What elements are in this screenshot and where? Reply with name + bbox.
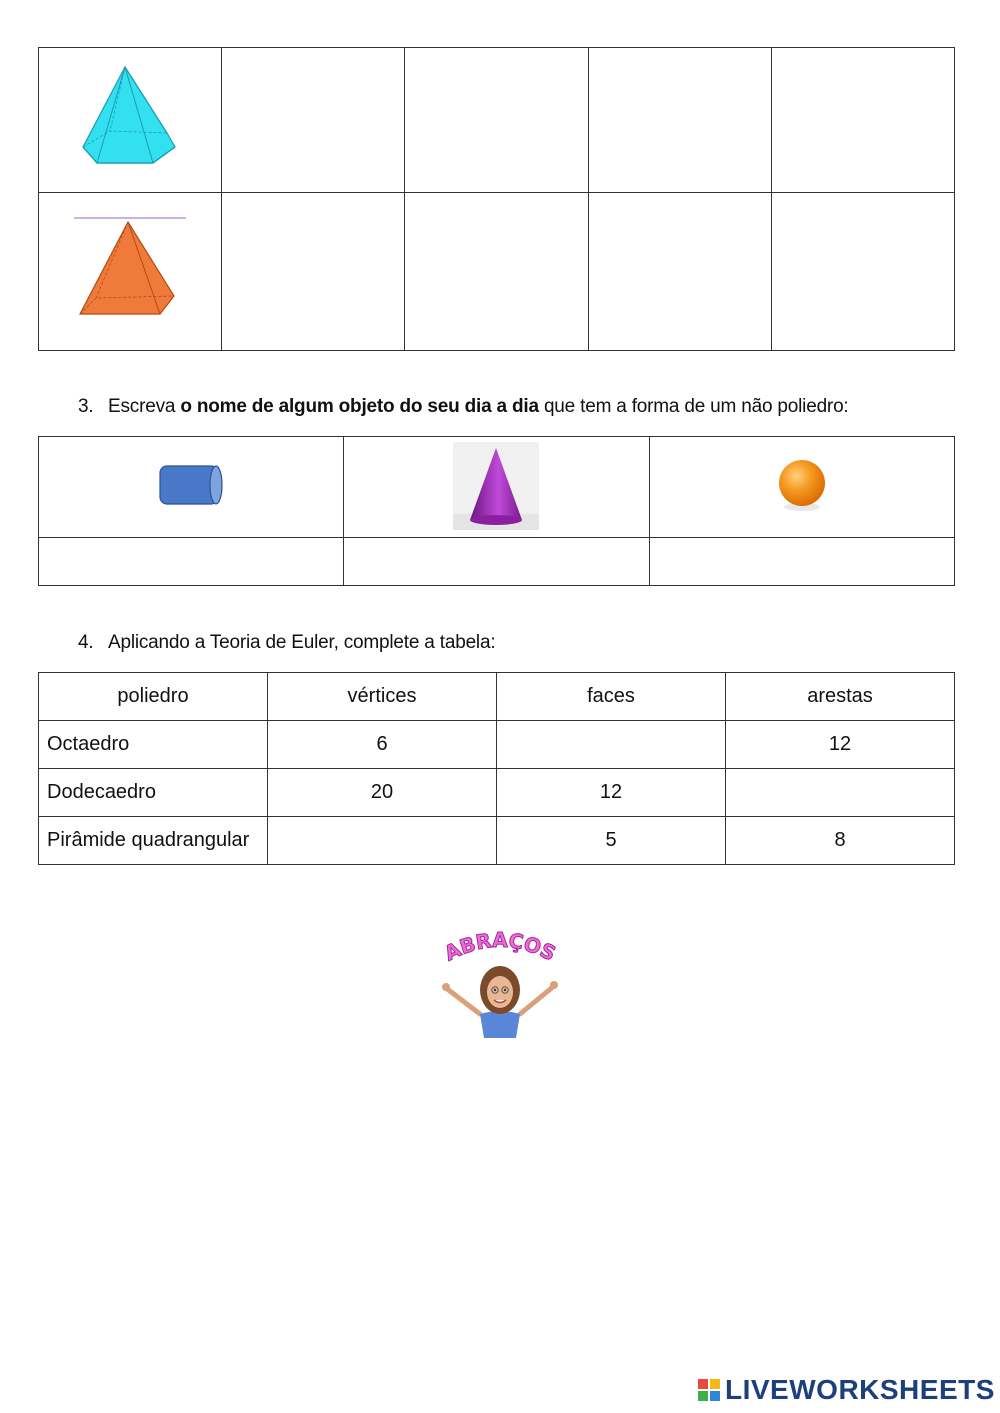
question-number: 4. [78,632,94,653]
sphere-icon [772,455,832,515]
square-pyramid-cell [39,193,222,351]
question-text-bold: o nome de algum objeto do seu dia a dia [180,396,539,417]
polyhedron-name: Octaedro [39,721,268,769]
mascot-icon [436,930,564,1042]
table-header-row [39,673,955,721]
hexagonal-pyramid-icon [75,63,185,173]
mascot-image [436,930,564,1047]
answer-cell[interactable] [771,48,954,193]
table-row [39,193,955,351]
liveworksheets-logo-icon [697,1378,721,1402]
liveworksheets-logo [697,1374,995,1406]
question-text-before: Escreva [108,396,181,417]
answer-cell[interactable] [39,538,344,586]
polyhedron-name: Pirâmide quadrangular [39,817,268,865]
vertices-cell[interactable] [268,817,497,865]
answer-cell[interactable] [222,193,405,351]
answer-cell[interactable] [588,48,771,193]
answer-cell[interactable] [344,538,649,586]
euler-table [38,672,955,865]
svg-text:ABRAÇOS [440,930,559,966]
faces-cell: 12 [497,769,726,817]
cone-icon [453,442,539,530]
table-row [39,721,955,769]
question-4 [78,632,495,654]
header-faces: faces [497,673,726,721]
vertices-cell: 20 [268,769,497,817]
vertices-cell: 6 [268,721,497,769]
answer-cell[interactable] [588,193,771,351]
header-arestas: arestas [726,673,955,721]
non-polyhedra-table [38,436,955,586]
faces-cell: 5 [497,817,726,865]
table-row [39,437,955,538]
cone-cell [344,437,649,538]
header-vertices: vértices [268,673,497,721]
faces-cell[interactable] [497,721,726,769]
edges-cell: 12 [726,721,955,769]
cylinder-cell [39,437,344,538]
square-pyramid-icon [70,214,190,324]
brand-name: LIVEWORKSHEETS [725,1374,995,1405]
table-row [39,769,955,817]
question-3 [78,396,849,418]
edges-cell[interactable] [726,769,955,817]
table-row [39,48,955,193]
table-row [39,538,955,586]
answer-cell[interactable] [405,48,588,193]
question-number: 3. [78,396,94,417]
question-text: Aplicando a Teoria de Euler, complete a tabela: [108,632,496,653]
question-text-after: que tem a forma de um não poliedro: [538,396,849,417]
answer-cell[interactable] [222,48,405,193]
table-row [39,817,955,865]
answer-cell[interactable] [649,538,954,586]
answer-cell[interactable] [771,193,954,351]
sphere-cell [649,437,954,538]
edges-cell: 8 [726,817,955,865]
cylinder-icon [154,463,228,507]
answer-cell[interactable] [405,193,588,351]
hexagonal-pyramid-cell [39,48,222,193]
polyhedron-name: Dodecaedro [39,769,268,817]
mascot-lettering: ABRAÇOS [440,930,560,966]
header-poliedro: poliedro [39,673,268,721]
polyhedra-table [38,47,955,351]
